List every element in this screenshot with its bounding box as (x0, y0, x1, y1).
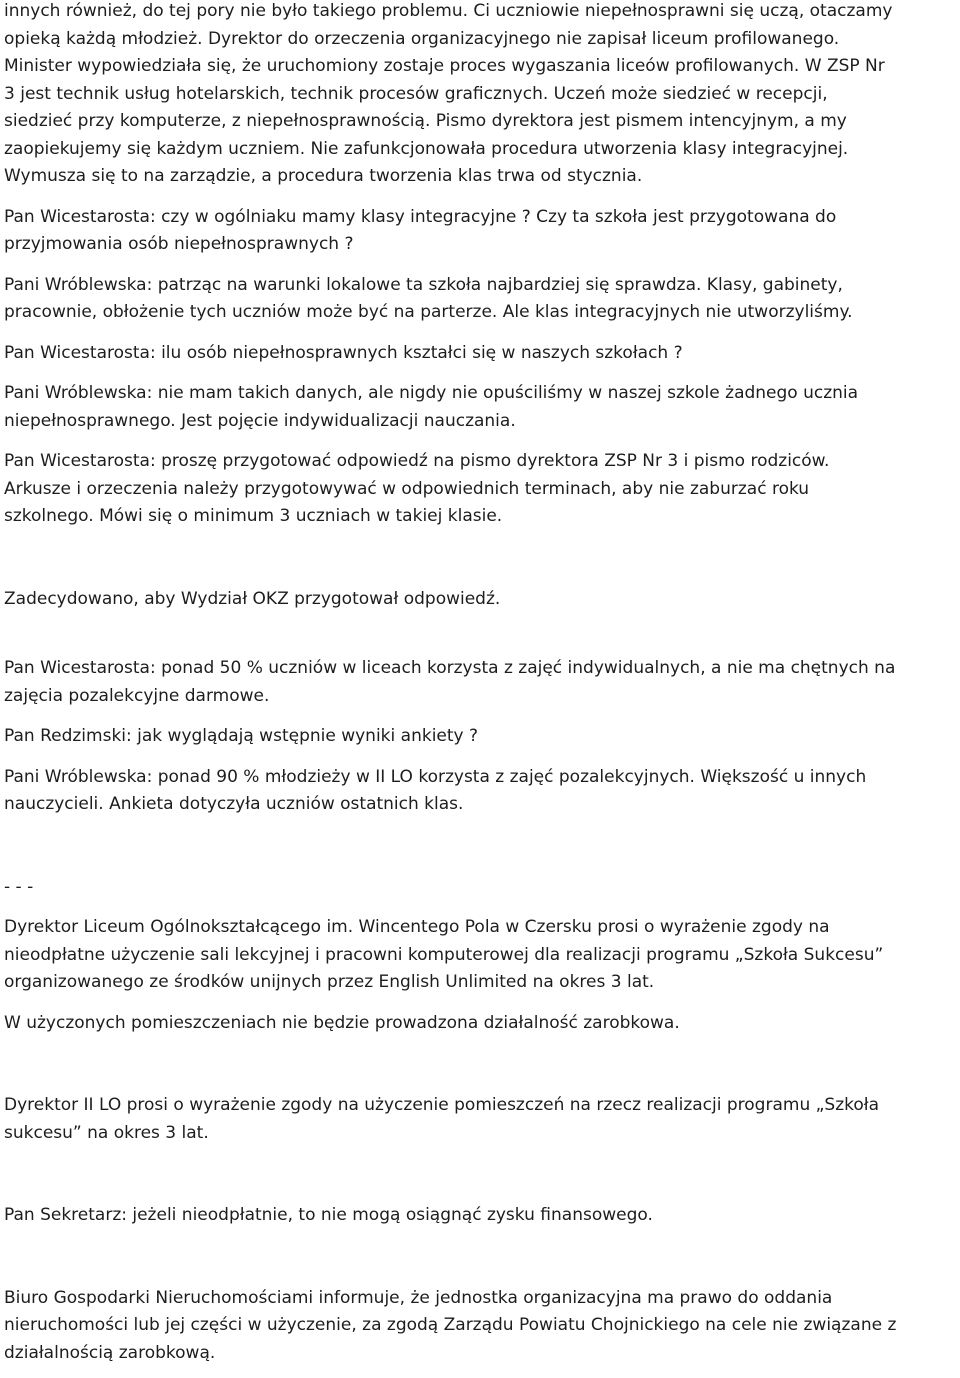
text-line: nauczycieli. Ankieta dotyczyła uczniów ostatnich klas. (4, 794, 464, 814)
text-line: Biuro Gospodarki Nieruchomościami informuje, że jednostka organizacyjna ma prawo do oddania (4, 1287, 833, 1308)
paragraph (4, 1010, 960, 1038)
paragraph (4, 723, 960, 751)
text-line: Pan Wicestarosta: proszę przygotować odpowiedź na pismo dyrektora ZSP Nr 3 i pismo rodziców. (4, 451, 830, 471)
text-line: Pan Sekretarz: jeżeli nieodpłatnie, to nie mogą osiągnąć zysku finansowego. (4, 1205, 653, 1225)
text-line: zajęcia pozalekcyjne darmowe. (4, 685, 270, 706)
text-line: niepełnosprawnego. Jest pojęcie indywidualizacji nauczania. (4, 410, 516, 431)
text-line: działalnością zarobkową. (4, 1342, 216, 1363)
text-line: siedzieć przy komputerze, z niepełnosprawnością. Pismo dyrektora jest pismem intencyjnym, a my (4, 111, 847, 131)
paragraph (4, 0, 960, 191)
text-line: innych również, do tej pory nie było takiego problemu. Ci uczniowie niepełnosprawni się uczą, otaczamy (4, 1, 893, 21)
text-line: Arkusze i orzeczenia należy przygotowywać w odpowiednich terminach, aby nie zaburzać roku (4, 478, 810, 499)
paragraph (4, 448, 960, 531)
text-line: Pan Wicestarosta: ilu osób niepełnosprawnych kształci się w naszych szkołach ? (4, 342, 683, 363)
paragraph (4, 914, 960, 997)
text-line: Zadecydowano, aby Wydział OKZ przygotował odpowiedź. (4, 588, 501, 609)
text-line: nieruchomości lub jej części w użyczenie, za zgodą Zarządu Powiatu Chojnickiego na cele nie związane z (4, 1315, 897, 1335)
text-line: opieką każdą młodzież. Dyrektor do orzeczenia organizacyjnego nie zapisał liceum profilowanego. (4, 28, 840, 49)
document-body (4, 0, 960, 1367)
text-line: Pani Wróblewska: nie mam takich danych, ale nigdy nie opuściliśmy w naszej szkole żadnego ucznia (4, 383, 859, 403)
text-line: szkolnego. Mówi się o minimum 3 uczniach w takiej klasie. (4, 506, 503, 526)
paragraph (4, 380, 960, 435)
text-line: pracownie, obłożenie tych uczniów może być na parterze. Ale klas integracyjnych nie utworzyliśmy. (4, 302, 853, 322)
paragraph (4, 1092, 960, 1147)
separator (4, 874, 960, 902)
paragraph (4, 204, 960, 259)
text-line: Pani Wróblewska: patrząc na warunki lokalowe ta szkoła najbardziej się sprawdza. Klasy, gabinety, (4, 274, 843, 295)
text-line: Wymusza się to na zarządzie, a procedura tworzenia klas trwa od stycznia. (4, 166, 643, 186)
paragraph (4, 340, 960, 368)
text-line: Dyrektor II LO prosi o wyrażenie zgody na użyczenie pomieszczeń na rzecz realizacji programu „Szkoła (4, 1095, 880, 1115)
text-line: sukcesu” na okres 3 lat. (4, 1122, 209, 1143)
text-line: Dyrektor Liceum Ogólnokształcącego im. Wincentego Pola w Czersku prosi o wyrażenie zgody na (4, 917, 830, 937)
text-line: Pan Wicestarosta: ponad 50 % uczniów w liceach korzysta z zajęć indywidualnych, a nie ma chętnych na (4, 658, 896, 678)
paragraph (4, 655, 960, 710)
paragraph (4, 1202, 960, 1230)
text-line: Pani Wróblewska: ponad 90 % młodzieży w II LO korzysta z zajęć pozalekcyjnych. Większość u innych (4, 766, 867, 787)
text-line: - - - (4, 876, 34, 897)
text-line: Pan Redzimski: jak wyglądają wstępnie wyniki ankiety ? (4, 726, 479, 746)
text-line: W użyczonych pomieszczeniach nie będzie prowadzona działalność zarobkowa. (4, 1012, 680, 1033)
text-line: Pan Wicestarosta: czy w ogólniaku mamy klasy integracyjne ? Czy ta szkoła jest przygotowana do (4, 206, 837, 227)
text-line: 3 jest technik usług hotelarskich, technik procesów graficznych. Uczeń może siedzieć w recepcji, (4, 83, 828, 104)
paragraph (4, 272, 960, 327)
paragraph (4, 764, 960, 819)
text-line: Minister wypowiedziała się, że uruchomiony zostaje proces wygaszania liceów profilowanych. W ZSP Nr (4, 56, 885, 76)
text-line: nieodpłatne użyczenie sali lekcyjnej i pracowni komputerowej dla realizacji programu „Szkoła Sukcesu” (4, 944, 884, 965)
paragraph (4, 1285, 960, 1368)
text-line: organizowanego ze środków unijnych przez English Unlimited na okres 3 lat. (4, 972, 655, 992)
paragraph (4, 586, 960, 614)
text-line: przyjmowania osób niepełnosprawnych ? (4, 234, 354, 254)
text-line: zaopiekujemy się każdym uczniem. Nie zafunkcjonowała procedura utworzenia klasy integracyjnej. (4, 138, 849, 159)
